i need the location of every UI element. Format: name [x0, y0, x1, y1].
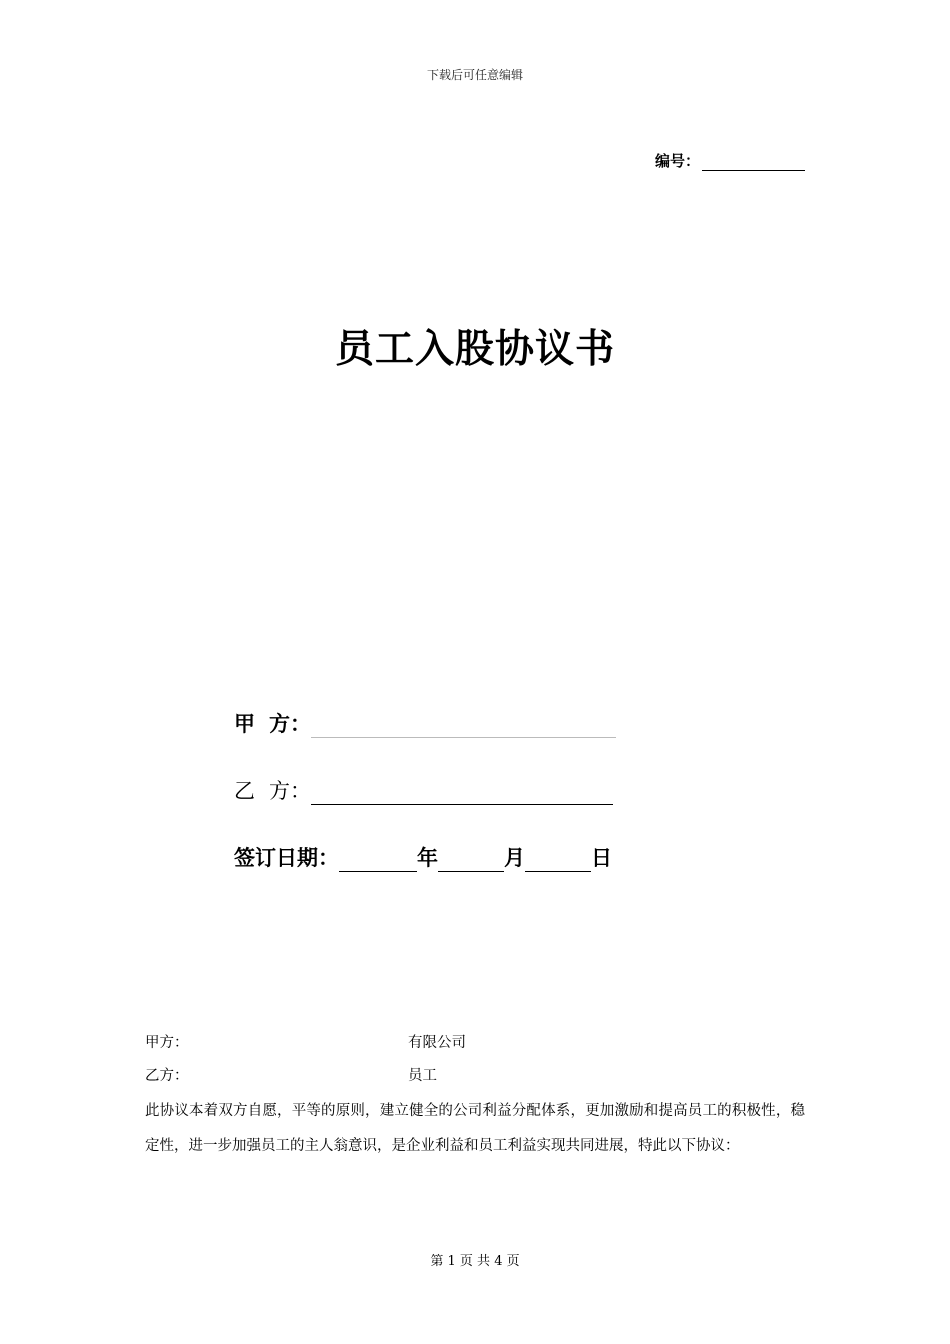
body-party-a-value: 有限公司 — [408, 1035, 466, 1051]
body-party-b-label: 乙方： — [145, 1068, 189, 1084]
sign-date-day-blank — [525, 851, 591, 872]
cover-sign-date — [234, 842, 612, 872]
sign-date-label: 签订日期： — [234, 846, 339, 870]
agreement-preamble: 此协议本着双方自愿，平等的原则，建立健全的公司利益分配体系，更加激励和提高员工的积极性，稳定性，进一步加强员工的主人翁意识，是企业利益和员工利益实现共同进展，特此以下协议： — [145, 1103, 805, 1154]
cover-party-a-blank — [311, 717, 616, 738]
cover-party-a-label: 甲 — [234, 712, 255, 736]
sign-date-month-blank — [438, 851, 504, 872]
page-header-note: 下载后可任意编辑 — [426, 68, 523, 82]
document-title: 员工入股协议书 — [334, 327, 615, 372]
sign-date-day: 日 — [591, 846, 612, 870]
sign-date-month: 月 — [504, 846, 525, 870]
serial-number-field — [655, 150, 805, 171]
body-party-a-label: 甲方： — [145, 1035, 189, 1051]
serial-number-label: 编号： — [655, 152, 701, 170]
cover-party-a-label-suffix: 方： — [269, 712, 311, 736]
cover-party-b — [234, 775, 613, 805]
body-party-b-value: 员工 — [408, 1068, 437, 1084]
page-number: 第 1 页 共 4 页 — [430, 1254, 520, 1269]
cover-party-a — [234, 708, 616, 738]
cover-party-b-label: 乙 — [234, 779, 255, 803]
sign-date-year-blank — [339, 851, 417, 872]
cover-party-b-blank — [311, 784, 613, 805]
cover-party-b-label-suffix: 方： — [269, 779, 311, 803]
serial-number-blank — [702, 154, 805, 171]
sign-date-year: 年 — [417, 846, 438, 870]
